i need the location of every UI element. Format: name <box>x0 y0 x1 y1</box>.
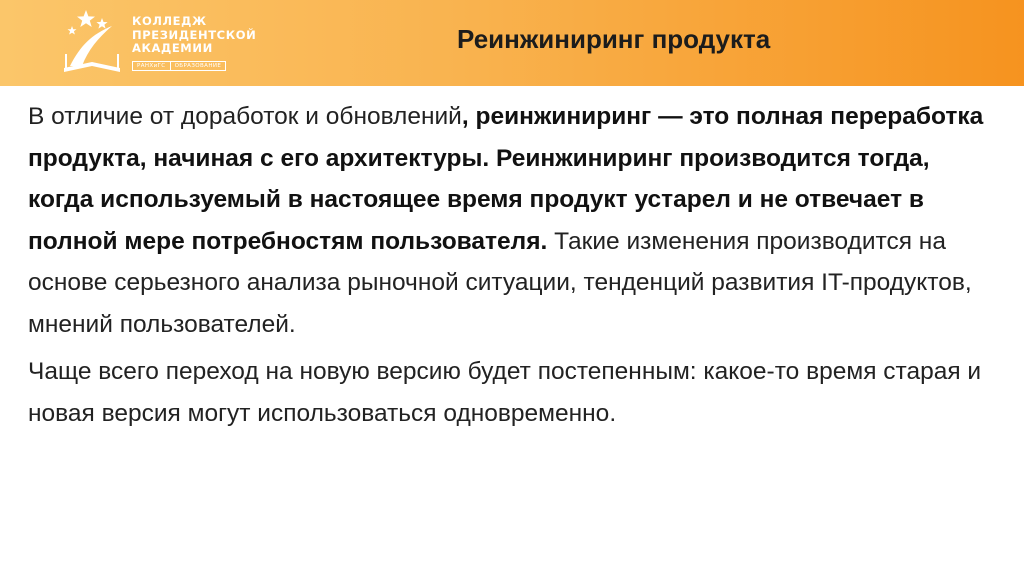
college-name <box>132 15 256 56</box>
college-name-line-2: ПРЕЗИДЕНТСКОЙ <box>132 27 257 42</box>
paragraph-transition: Чаще всего переход на новую версию будет постепенным: какое-то время старая и новая версия могут использоваться одновременно. <box>28 358 982 427</box>
logo-tag-ranepa: РАНХиГС <box>137 63 166 69</box>
slide-title: Реинжиниринг продукта <box>457 24 771 54</box>
paragraph-intro: В отличие от доработок и обновлений <box>28 103 462 130</box>
logo-tags <box>132 61 226 71</box>
paragraph-reengineering-definition <box>28 96 998 345</box>
slide-body <box>28 96 998 434</box>
paragraph-bold-definition: , реинжиниринг — это полная переработка продукта, начиная с его архитектуры. Реинжиниринг производится тогда, когда используемый в настоящее время продукт устарел и не отвечает в полной мере потребностям пользователя. <box>28 103 984 255</box>
logo-tag-education: ОБРАЗОВАНИЕ <box>170 62 226 70</box>
star-book-logo-icon <box>62 6 126 76</box>
college-name-line-1: КОЛЛЕДЖ <box>132 14 207 28</box>
college-logo <box>62 6 262 78</box>
header-bar <box>0 0 1024 86</box>
college-name-line-3: АКАДЕМИИ <box>132 41 213 55</box>
paragraph-continuation: Такие изменения производится на основе серьезного анализа рыночной ситуации, тенденций развития IT-продуктов, мнений пользователей. <box>28 227 972 338</box>
